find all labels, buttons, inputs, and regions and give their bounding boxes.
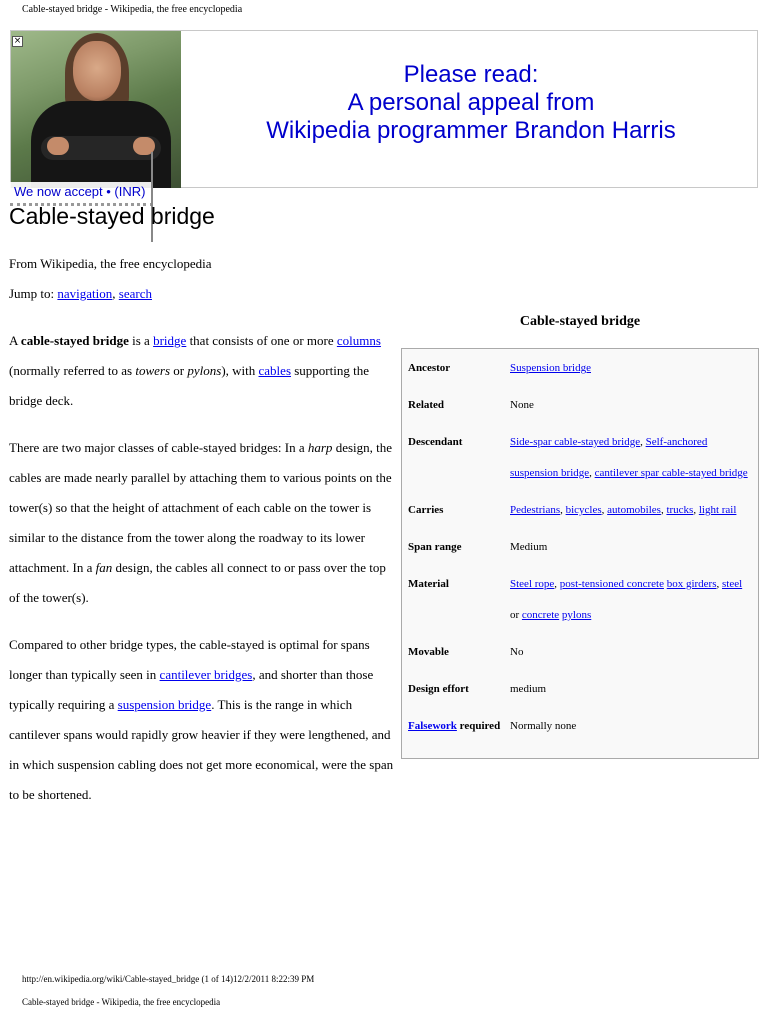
link-light-rail[interactable]: light rail (698, 504, 737, 516)
donation-accept-strip[interactable]: We now accept • (INR) (10, 182, 153, 206)
italic-term: pylons (187, 363, 222, 378)
link-side-spar[interactable]: Side-spar cable-stayed bridge (510, 436, 641, 448)
link-bridge[interactable]: bridge (153, 333, 187, 348)
infobox-label: Carries (408, 504, 444, 516)
infobox-label: Material (408, 578, 449, 590)
text: ), with (221, 363, 259, 378)
infobox-row-design-effort (402, 674, 758, 711)
jump-to-prefix: Jump to: (9, 286, 58, 301)
infobox-value: Side-spar cable-stayed bridge, Self-anchored suspension bridge, cantilever spar cable-stayed bridge (510, 436, 748, 479)
infobox-row-ancestor (402, 353, 758, 390)
link-cables[interactable]: cables (258, 363, 291, 378)
infobox-label (408, 711, 510, 748)
infobox-row-falsework (402, 711, 758, 748)
text: Compared to other bridge types, the cable-stayed is optimal for spans longer than typically seen in (9, 637, 370, 682)
infobox-label: Design effort (408, 683, 469, 695)
print-footer-title: Cable-stayed bridge - Wikipedia, the free encyclopedia (22, 997, 221, 1007)
text: , and shorter than those typically requiring a (9, 667, 374, 712)
link-pedestrians[interactable]: Pedestrians (510, 504, 561, 516)
text: that consists of one or more (186, 333, 337, 348)
infobox-value: Pedestrians, bicycles, automobiles, trucks, light rail (510, 504, 737, 516)
close-icon[interactable]: × (13, 36, 22, 46)
italic-term: harp (307, 440, 333, 455)
link-steel-rope[interactable]: Steel rope (510, 578, 555, 590)
text: . This is the range in which cantilever spans would rapidly grow heavier if they were lengthened, and in which suspension cabling does not get more economical, were the span to be shortened. (9, 697, 394, 802)
photo-hand-left (47, 137, 69, 155)
link-suspension-bridge[interactable]: suspension bridge (117, 697, 212, 712)
infobox-label: Descendant (408, 436, 463, 448)
banner-line-2: A personal appeal from (347, 89, 595, 116)
infobox-row-descendant (402, 427, 758, 495)
link-concrete[interactable]: concrete (521, 609, 560, 621)
link-cantilever-spar[interactable]: cantilever spar cable-stayed bridge (594, 467, 748, 479)
from-wikipedia-tagline: From Wikipedia, the free encyclopedia (9, 256, 212, 271)
infobox-label: Related (408, 399, 445, 411)
banner-line-3: Wikipedia programmer Brandon Harris (266, 117, 676, 144)
italic-term: towers (135, 363, 171, 378)
infobox-value: Steel rope, post-tensioned concrete box girders, steel or concrete pylons (510, 578, 743, 621)
jump-separator: , (112, 286, 119, 301)
infobox-label: Ancestor (408, 362, 451, 374)
text: required (456, 720, 501, 732)
print-footer-url: http://en.wikipedia.org/wiki/Cable-stayed_bridge (1 of 14)12/2/2011 8:22:39 PM (22, 974, 315, 984)
paragraph-classes (9, 433, 395, 613)
link-columns[interactable]: columns (336, 333, 381, 348)
infobox-row-span (402, 532, 758, 569)
link-bicycles[interactable]: bicycles (565, 504, 602, 516)
print-header-title: Cable-stayed bridge - Wikipedia, the free encyclopedia (22, 4, 243, 15)
infobox-value: medium (510, 683, 547, 695)
link-falsework[interactable]: Falsework (408, 720, 457, 732)
link-trucks[interactable]: trucks (666, 504, 694, 516)
photo-face (73, 41, 121, 101)
jump-to-links (9, 286, 152, 302)
infobox-row-carries (402, 495, 758, 532)
infobox-row-related (402, 390, 758, 427)
text: is a (128, 333, 154, 348)
link-cantilever-bridges[interactable]: cantilever bridges (159, 667, 253, 682)
infobox-caption: Cable-stayed bridge (519, 314, 641, 329)
link-self-anchored[interactable]: Self-anchored suspension bridge (510, 436, 708, 479)
infobox-value (510, 353, 752, 390)
bold-term: cable-stayed bridge (20, 333, 129, 348)
infobox-label: Movable (408, 646, 449, 658)
link-suspension-bridge-infobox[interactable]: Suspension bridge (510, 362, 591, 374)
infobox-row-movable (402, 637, 758, 674)
infobox (401, 348, 759, 759)
infobox-value: Normally none (510, 720, 577, 732)
italic-term: fan (95, 560, 113, 575)
infobox-label: Span range (408, 541, 462, 553)
paragraph-comparison (9, 630, 395, 810)
fundraising-banner[interactable] (10, 30, 758, 188)
infobox-value: None (510, 399, 534, 411)
link-steel[interactable]: steel (722, 578, 743, 590)
text: supporting the bridge deck. (9, 363, 369, 408)
text: There are two major classes of cable-stayed bridges: In a (9, 440, 308, 455)
text: design, the cables are made nearly parallel by attaching them to various points on the tower(s) so that the height of attachment of each cable on the tower is similar to the distance from the tower along the roadway to its lower attachment. In a (9, 440, 393, 575)
text: or (170, 363, 188, 378)
infobox-row-material (402, 569, 758, 637)
link-box-girders[interactable]: box girders (666, 578, 717, 590)
link-post-tensioned-concrete[interactable]: post-tensioned concrete (559, 578, 664, 590)
link-automobiles[interactable]: automobiles (607, 504, 661, 516)
navigation-link[interactable]: navigation (57, 286, 113, 301)
paragraph-intro (9, 326, 395, 416)
banner-appeal-text[interactable] (191, 61, 751, 145)
banner-photo (11, 31, 181, 188)
infobox-value: Medium (510, 541, 548, 553)
link-pylons[interactable]: pylons (561, 609, 592, 621)
search-link[interactable]: search (118, 286, 152, 301)
banner-line-1: Please read: (403, 61, 539, 88)
text: or (510, 609, 522, 621)
infobox-value: No (510, 646, 524, 658)
article-body (9, 326, 395, 827)
text: design, the cables all connect to or pass over the top of the tower(s). (9, 560, 386, 605)
text: A (9, 333, 21, 348)
text: (normally referred to as (9, 363, 136, 378)
page-title: Cable-stayed bridge (9, 203, 215, 229)
